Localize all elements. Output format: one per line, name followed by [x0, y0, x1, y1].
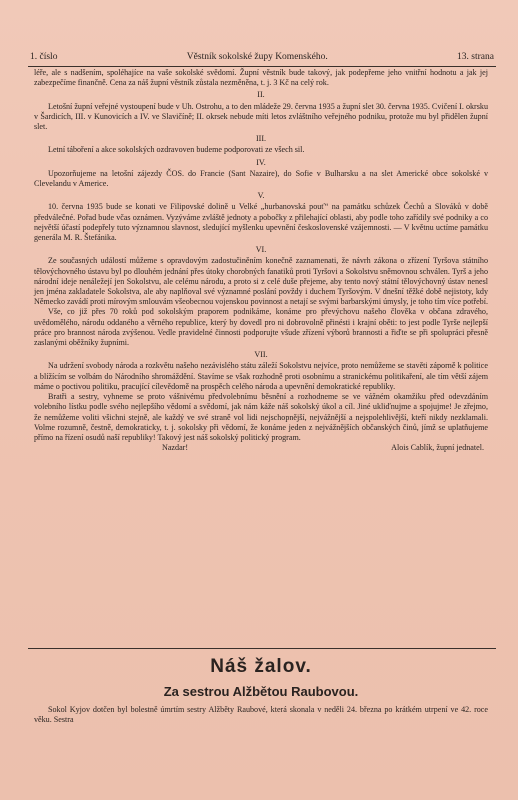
issue-number: 1. číslo [30, 52, 58, 62]
page-number: 13. strana [457, 52, 494, 62]
body-paragraph: Upozorňujeme na letošní zájezdy ČOS. do Francie (Sant Nazaire), do Sofie v Bulharsku a na slet Americké obce sokolské v Clevelandu v Americe. [34, 168, 488, 189]
section-subtitle: Za sestrou Alžbětou Raubovou. [163, 684, 359, 699]
signatory: Alois Cablík, župní jednatel. [391, 443, 484, 453]
section-numeral: II. [257, 90, 265, 100]
section-title: Náš žalov. [210, 656, 312, 677]
header-rule [28, 66, 496, 67]
section-numeral: V. [257, 191, 265, 201]
body-paragraph: 10. června 1935 bude se konati ve Filipovské dolině u Velké „hurbanovská pouť“ na památku schůzek Čechů a Slováků v době předválečné. Pořad bude včas oznámen. Vyzýváme zvláště jednoty a pobočky z přilehající oblasti, aby podle toho zařídily své podniky a co největší účastí podepřely tuto významnou slavnost, sledující myšlenku upevnění československé vzájemnosti. — V květnu uctíme památku generála M. R. Štefánika. [34, 202, 488, 243]
body-paragraph: Letní táboření a akce sokolských ozdravoven budeme podporovati ze všech sil. [48, 145, 305, 155]
obituary-paragraph: Sokol Kyjov dotčen byl bolestně úmrtím sestry Alžběty Raubové, která skonala v neděli 24. března po krátkém utrpení ve 42. roce věku. Sestra [34, 705, 488, 725]
section-numeral: III. [255, 134, 267, 144]
section-divider [28, 648, 496, 649]
body-paragraph: Vše, co již přes 70 roků pod sokolským praporem podnikáme, konáme pro převýchovu našeho člověka v občana zdravého, uvědomělého, národu oddaného a věrného republice, který by dovedl pro ni dobrovolně přinésti i krajní oběti: to jest podle Tyrše nejlepší práce pro brannost národa zvýšenou. Vedle pravidelné činnosti podporujte všude zřízení výborů brannosti a řiďte se při spolupráci přesně zaslanými oběžníky župními. [34, 307, 488, 348]
section-numeral: VI. [255, 245, 267, 255]
body-paragraph: léře, ale s nadšením, spoléhajíce na vaše sokolské svědomí. Župní věstník bude takový, jak podepřeme jeho vnitřní hodnotu a jak jej zabezpečíme finančně. Cena za náš župní věstník zůstala nezměněna, t. j. 3 Kč na celý rok. [34, 68, 488, 88]
greeting: Nazdar! [162, 443, 189, 453]
obituary-section [34, 656, 488, 734]
body-paragraph: Letošní župní veřejné vystoupení bude v Uh. Ostrohu, a to den mládeže 29. června 1935 a župní slet 30. června 1935. Cvičení I. okrsku v Šardicích, III. v Kunovicích a IV. ve Slavičíně; II. okrsek nebude míti letos zvláštního veřejného podniku, protože mu byl přidělen župní slet. [34, 101, 488, 132]
signature-line [34, 443, 488, 453]
body-paragraph: Bratři a sestry, vyhneme se proto vášnivému předvolebnímu běsnění a rozhodneme se ve vážném okamžiku před odevzdáním volebního lístku podle svého nejlepšího vědomí a svědomí, jak nám káže náš sokolský úkol a cíl. Jiné ukliďnujme a spojujme! Je zřejmo, že nemůžeme voliti všichni stejně, ale každý ve své straně vol lidi nejschopnější, nejvážnější a nejspolehlivější, kteří nikdy nezklamali. Volme rozumně, čestně, demokraticky, t. j. sokolsky při vědomí, že konáme jeden z nejvážnějších občanských činů, jímž se uplatňujeme přímo na řízení osudů naší republiky! Takový jest náš sokolský politický program. [34, 392, 488, 442]
publication-title: Věstník sokolské župy Komenského. [186, 52, 328, 62]
section-numeral: IV. [256, 157, 266, 167]
running-header [30, 52, 494, 62]
body-paragraph: Ze současných událostí můžeme s opravdovým zadostučiněním konečně zaznamenati, že návrh zákona o zřízení Tyršova státního tělovýchovného ústavu byl po dlouhém jednání přes útoky chorobných fanatiků proti Tyršovi a Sokolstvu sněmovnou schválen. Tyrš a jeho národní ideje nenáležejí jen Sokolstvu, ale celému národu, a proto si z celé duše přejeme, aby tento nový státní tělovýchovný ústav nenesl jen jména zakladatele Sokolstva, ale aby naplňoval své významné poslání povždy i duchem Tyršovým. V dnešní těžké době nejistoty, kdy Německo zavádí proti mírovým smlouvám všeobecnou vojenskou povinnost a netají se svými barbarskými úmysly, je toho tím více potřebí. [34, 256, 488, 307]
section-numeral: VII. [254, 350, 268, 360]
body-paragraph: Na udržení svobody národa a rozkvětu našeho nezávislého státu záleží Sokolstvu nejvíce, proto nemůžeme se stavěti záporně k politice a blížícím se volbám do Národního shromáždění. Stavíme se však rozhodně proti osobnímu a stranickému politikaření, ale tím větší zájem máme o poctivou politiku, pracující cílevědomě na prospěch celého národa a upevnění demokratické republiky. [34, 361, 488, 391]
article-body [34, 68, 488, 453]
